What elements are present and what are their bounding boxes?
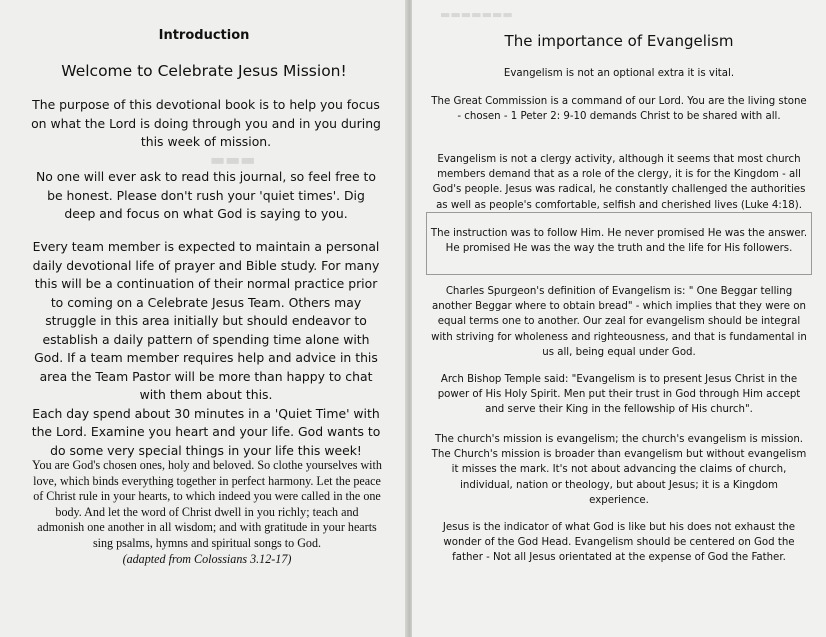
scripture-source: (adapted from Colossians 3.12-17) bbox=[122, 551, 292, 566]
intro-paragraph-expectations bbox=[30, 238, 382, 460]
bleed-through-mark: ▬▬▬ bbox=[210, 150, 256, 169]
page-heading: Introduction bbox=[158, 28, 250, 43]
evangelism-paragraph-clergy: Evangelism is not a clergy activity, although it seems that most church members demand that as a role of the clergy, it is for the Kingdom - all God's people. Jesus was radical, he constantly challenged the authorities as well as people's comfortable, selfish and cherished lives (Luke 4:18). bbox=[432, 154, 806, 211]
page-title: The importance of Evangelism bbox=[504, 32, 734, 50]
evangelism-paragraph-vital: Evangelism is not an optional extra it is vital. bbox=[503, 68, 735, 79]
quiet-time-text: Each day spend about 30 minutes in a 'Quiet Time' with the Lord. Examine you heart and your life. God wants to do some very special things in your life this week! bbox=[31, 405, 381, 458]
evangelism-paragraph-mission: The church's mission is evangelism; the church's evangelism is mission. The Church's mission is broader than evangelism but without evangelism it misses the mark. It's not about advancing the claims of church, individual, nation or theology, but about Jesus; it is a Kingdom experience. bbox=[431, 434, 807, 506]
scripture-passage bbox=[32, 458, 382, 567]
scripture-text: You are God's chosen ones, holy and beloved. So clothe yourselves with love, which binds everything together in perfect harmony. Let the peace of Christ rule in your hearts, to which indeed you were called in the one body. And let the word of Christ dwell in you richly; teach and admonish one another in all wisdom; and with gratitude in your hearts sing psalms, hymns and spiritual songs to God. bbox=[32, 458, 382, 550]
welcome-title: Welcome to Celebrate Jesus Mission! bbox=[61, 62, 347, 80]
evangelism-paragraph-spurgeon: Charles Spurgeon's definition of Evangelism is: " One Beggar telling another Beggar where to obtain bread" - which implies that they were on equal terms one to another. Our zeal for evangelism should be integral with striving for wholeness and righteousness, and that is fundamental in us all, being equal under God. bbox=[431, 286, 807, 358]
intro-paragraph-purpose: The purpose of this devotional book is to help you focus on what the Lord is doing through you and in you during this week of mission. bbox=[31, 97, 381, 149]
evangelism-paragraph-follow: The instruction was to follow Him. He never promised He was the answer. He promised He was the way the truth and the life for His followers. bbox=[430, 228, 808, 255]
intro-paragraph-honesty: No one will ever ask to read this journal, so feel free to be honest. Please don't rush your 'quiet times'. Dig deep and focus on what God is saying to you. bbox=[35, 169, 377, 221]
bleed-through-mark: ▬▬▬▬▬▬▬ bbox=[440, 8, 513, 21]
evangelism-paragraph-temple: Arch Bishop Temple said: "Evangelism is to present Jesus Christ in the power of His Holy Spirit. Men put their trust in God through Him accept and serve their King in the fellowship of His church". bbox=[437, 374, 801, 416]
evangelism-paragraph-commission: The Great Commission is a command of our Lord. You are the living stone - chosen - 1 Peter 2: 9-10 demands Christ to be shared with all. bbox=[431, 96, 807, 123]
evangelism-paragraph-god-head: Jesus is the indicator of what God is like but his does not exhaust the wonder of the God Head. Evangelism should be centered on God the father - Not all Jesus orientated at the expense of God the Father. bbox=[442, 522, 796, 564]
expectations-text: Every team member is expected to maintain a personal daily devotional life of prayer and Bible study. For many this will be a continuation of their normal practice prior to coming on a Celebrate Jesus Team. Others may struggle in this area initially but should endeavor to establish a daily pattern of spending time alone with God. If a team member requires help and advice in this area the Team Pastor will be more than happy to chat with them about this. bbox=[32, 239, 380, 402]
